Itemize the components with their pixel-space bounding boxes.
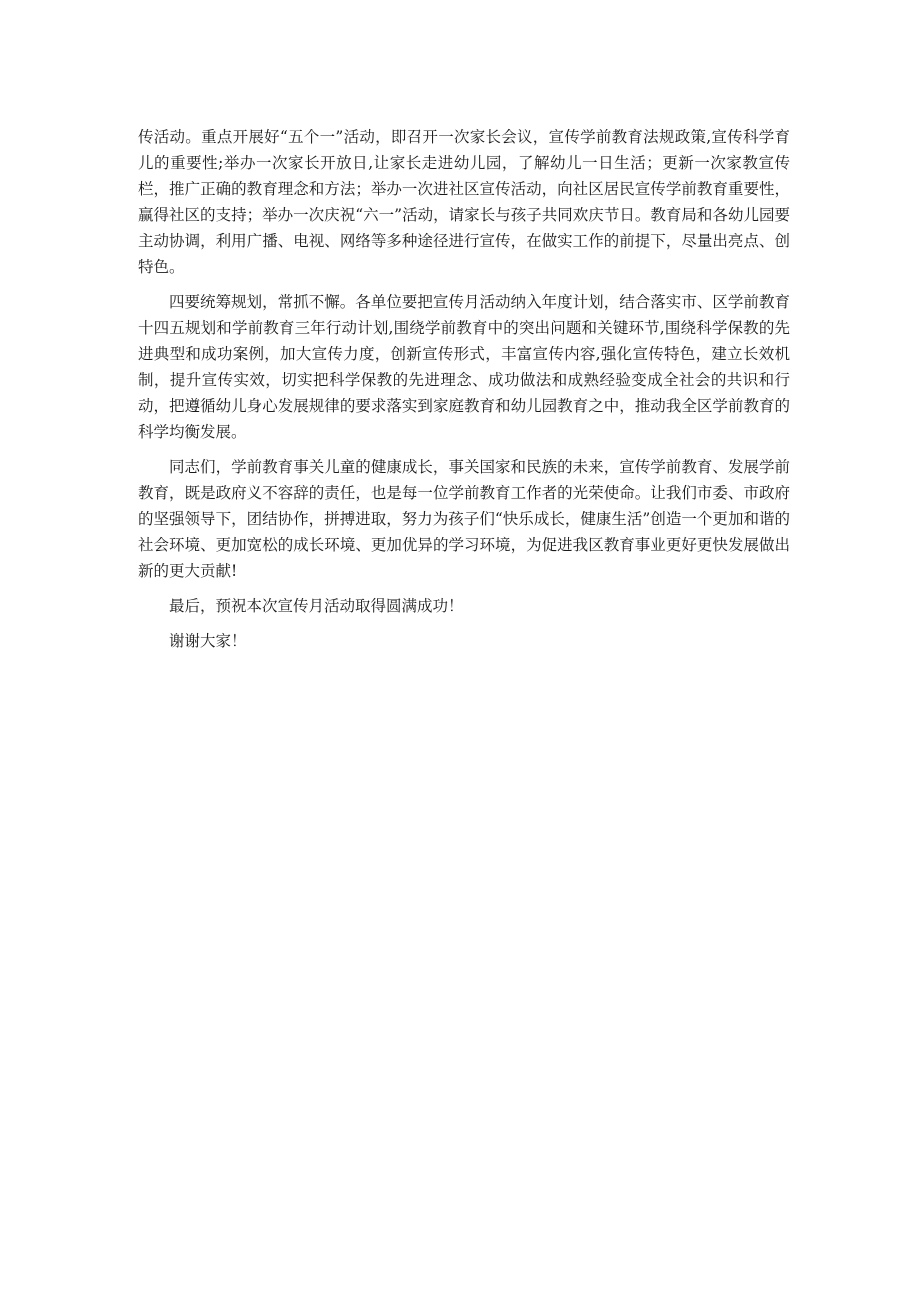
paragraph-planning: 四要统筹规划，常抓不懈。各单位要把宣传月活动纳入年度计划，结合落实市、区学前教育十四五规划和学前教育三年行动计划,围绕学前教育中的突出问题和关键环节,围绕科学保教的先进典型和成功案例，加大宣传力度，创新宣传形式，丰富宣传内容,强化宣传特色，建立长效机制，提升宣传实效，切实把科学保教的先进理念、成功做法和成熟经验变成全社会的共识和行动，把遵循幼儿身心发展规律的要求落实到家庭教育和幼儿园教育之中，推动我全区学前教育的科学均衡发展。 — [138, 293, 790, 441]
paragraph-thanks: 谢谢大家！ — [169, 632, 247, 650]
document-page — [138, 124, 790, 654]
paragraph-publicity-activities: 传活动。重点开展好“五个一”活动，即召开一次家长会议，宣传学前教育法规政策,宣传科学育儿的重要性;举办一次家长开放日,让家长走进幼儿园，了解幼儿一日生活；更新一次家教宣传栏，推广正确的教育理念和方法；举办一次进社区宣传活动，向社区居民宣传学前教育重要性，赢得社区的支持；举办一次庆祝“六一”活动，请家长与孩子共同欢庆节日。教育局和各幼儿园要主动协调，利用广播、电视、网络等多种途径进行宣传，在做实工作的前提下，尽量出亮点、创特色。 — [138, 128, 790, 276]
paragraph-comrades: 同志们，学前教育事关儿童的健康成长，事关国家和民族的未来，宣传学前教育、发展学前教育，既是政府义不容辞的责任，也是每一位学前教育工作者的光荣使命。让我们市委、市政府的坚强领导下，团结协作，拼搏进取，努力为孩子们“快乐成长，健康生活”创造一个更加和谐的社会环境、更加宽松的成长环境、更加优异的学习环境，为促进我区教育事业更好更快发展做出新的更大贡献! — [138, 458, 790, 580]
paragraph-closing-wish: 最后，预祝本次宣传月活动取得圆满成功！ — [169, 597, 464, 615]
